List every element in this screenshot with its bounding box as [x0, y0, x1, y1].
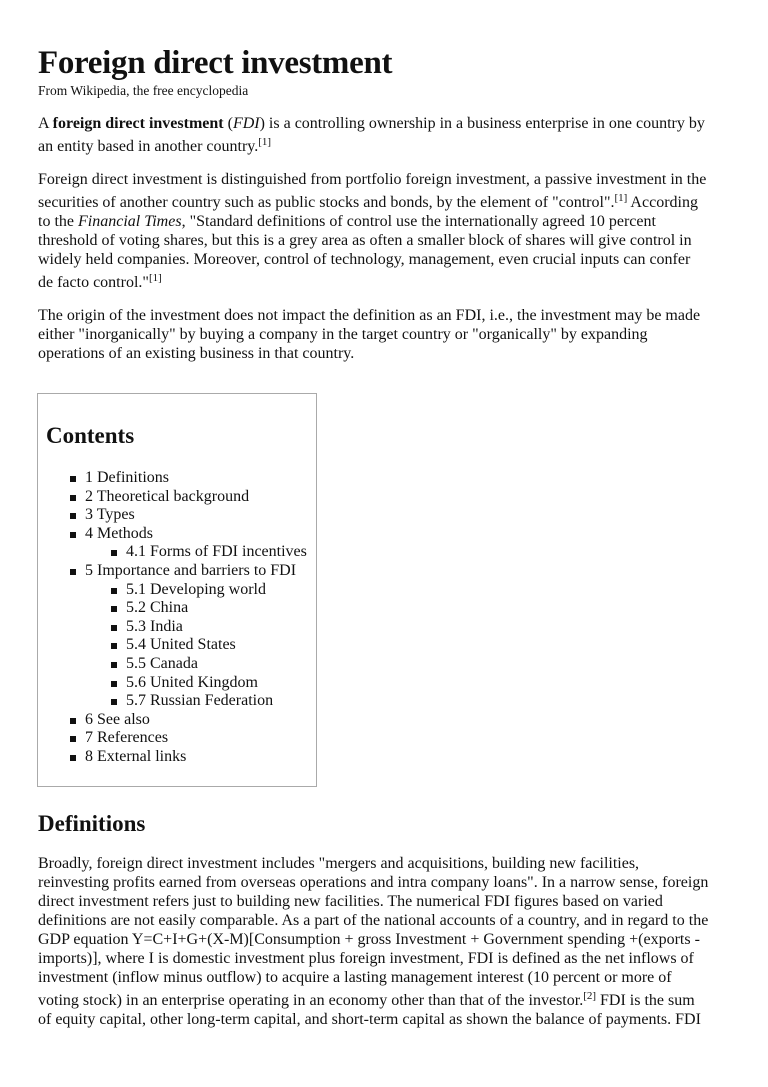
bullet-icon	[70, 476, 76, 482]
text-line	[38, 344, 738, 363]
text-run: FDI	[232, 115, 260, 132]
toc-item-label[interactable]: 4 Methods	[85, 524, 153, 542]
toc-item-label[interactable]: 2 Theoretical background	[85, 487, 250, 505]
toc-item[interactable]	[38, 655, 307, 674]
bullet-icon	[111, 681, 117, 687]
text-line	[38, 114, 738, 133]
bullet-icon	[111, 588, 117, 594]
toc-item-label[interactable]: 5.2 China	[126, 599, 189, 617]
text-line	[38, 949, 738, 968]
citation-link[interactable]: [2]	[583, 990, 597, 1002]
section-heading-definitions: Definitions	[38, 811, 146, 836]
paragraph	[38, 306, 738, 363]
bullet-icon	[70, 736, 76, 742]
toc-item[interactable]	[38, 506, 307, 525]
text-run: to the	[38, 213, 78, 230]
toc-list	[38, 469, 307, 767]
text-run: either "inorganically" by buying a company in the target country or "organically" by expanding	[38, 326, 648, 343]
toc-item[interactable]	[38, 618, 307, 637]
toc-item[interactable]	[38, 636, 307, 655]
bullet-icon	[70, 755, 76, 761]
section-definitions	[38, 810, 738, 1029]
toc-item[interactable]	[38, 674, 307, 693]
bullet-icon	[70, 495, 76, 501]
text-run: GDP equation Y=C+I+G+(X-M)[Consumption + gross Investment + Government spending +(exports -	[38, 931, 700, 948]
toc-item[interactable]	[38, 692, 307, 711]
definitions-paragraph	[38, 854, 738, 1029]
page-title: Foreign direct investment	[38, 45, 393, 81]
toc-item-label[interactable]: 5.5 Canada	[126, 654, 198, 672]
toc-item[interactable]	[38, 543, 307, 562]
text-line	[38, 873, 738, 892]
text-run: direct investment refers just to building new facilities. The numerical FDI figures based on varied	[38, 893, 663, 910]
article-header	[38, 44, 738, 363]
citation-link[interactable]: [1]	[148, 272, 162, 284]
toc-item[interactable]	[38, 729, 307, 748]
text-line	[38, 968, 738, 987]
text-run: FDI is the sum	[596, 992, 695, 1009]
text-run: The origin of the investment does not impact the definition as an FDI, i.e., the investment may be made	[38, 307, 701, 324]
text-run: securities of another country such as public stocks and bonds, by the element of "control".	[38, 194, 615, 211]
bullet-icon	[111, 662, 117, 668]
text-line	[38, 854, 738, 873]
bullet-icon	[111, 699, 117, 705]
bullet-icon	[111, 625, 117, 631]
text-run: an entity based in another country.	[38, 138, 259, 155]
bullet-icon	[70, 513, 76, 519]
paragraph	[38, 170, 738, 292]
text-run: investment (inflow minus outflow) to acquire a lasting management interest (10 percent or more of	[38, 969, 672, 986]
text-line	[38, 1010, 738, 1029]
toc-item[interactable]	[38, 581, 307, 600]
text-line	[38, 892, 738, 911]
toc-item-label[interactable]: 6 See also	[85, 710, 150, 728]
bullet-icon	[70, 718, 76, 724]
text-run: imports)], where I is domestic investment plus foreign investment, FDI is defined as the net inflows of	[38, 950, 694, 967]
text-run: , "Standard definitions of control use the internationally agreed 10 percent	[181, 213, 656, 230]
bullet-icon	[70, 532, 76, 538]
text-line	[38, 930, 738, 949]
text-run: threshold of voting shares, but this is a grey area as often a smaller block of shares will give control in	[38, 232, 692, 249]
toc-item[interactable]	[38, 562, 307, 581]
toc-item-label[interactable]: 5.6 United Kingdom	[126, 673, 258, 691]
citation-link[interactable]: [1]	[614, 192, 628, 204]
text-line	[38, 212, 738, 231]
text-line	[38, 231, 738, 250]
toc-heading: Contents	[46, 423, 135, 448]
toc-item-label[interactable]: 5.4 United States	[126, 636, 236, 654]
toc-item-label[interactable]: 5.7 Russian Federation	[126, 692, 274, 710]
toc-item[interactable]	[38, 488, 307, 507]
text-run: widely held companies. Moreover, control of technology, management, even crucial inputs can confer	[38, 251, 691, 268]
bullet-icon	[111, 606, 117, 612]
toc-item[interactable]	[38, 711, 307, 730]
text-line	[38, 170, 738, 189]
text-line	[38, 133, 738, 156]
text-run: Foreign direct investment is distinguished from portfolio foreign investment, a passive investment in the	[38, 171, 707, 188]
toc-item-label[interactable]: 8 External links	[85, 747, 187, 765]
text-run: voting stock) in an enterprise operating in an economy other than that of the investor.	[38, 992, 584, 1009]
text-run: Financial Times	[78, 213, 182, 230]
text-run: ) is a controlling ownership in a business enterprise in one country by	[259, 115, 705, 132]
toc-item-label[interactable]: 5.1 Developing world	[126, 580, 266, 598]
article-intro	[38, 114, 738, 363]
text-run: Broadly, foreign direct investment includes "mergers and acquisitions, building new facilities,	[38, 855, 640, 872]
toc-item-label[interactable]: 7 References	[85, 729, 169, 747]
text-run: According	[627, 194, 698, 211]
text-line	[38, 250, 738, 269]
text-run: reinvesting profits earned from overseas operations and intra company loans". In a narrow sense, foreign	[38, 874, 709, 891]
toc-item-label[interactable]: 1 Definitions	[85, 469, 169, 486]
text-line	[38, 987, 738, 1010]
table-of-contents	[37, 393, 317, 787]
toc-item-label[interactable]: 5 Importance and barriers to FDI	[85, 561, 297, 579]
text-run: de facto control."	[38, 274, 149, 291]
toc-item[interactable]	[38, 469, 307, 488]
text-line	[38, 306, 738, 325]
text-line	[38, 911, 738, 930]
text-run: A	[38, 115, 53, 132]
article-subtitle: From Wikipedia, the free encyclopedia	[38, 83, 249, 98]
paragraph	[38, 114, 738, 156]
text-line	[38, 269, 738, 292]
toc-item[interactable]	[38, 525, 307, 544]
bullet-icon	[111, 550, 117, 556]
toc-item-label[interactable]: 5.3 India	[126, 617, 183, 635]
bullet-icon	[111, 643, 117, 649]
toc-item-label[interactable]: 4.1 Forms of FDI incentives	[126, 543, 307, 561]
text-run: (	[223, 115, 233, 132]
toc-item[interactable]	[38, 748, 307, 767]
citation-link[interactable]: [1]	[258, 136, 272, 148]
bullet-icon	[70, 569, 76, 575]
text-line	[38, 189, 738, 212]
toc-item-label[interactable]: 3 Types	[85, 506, 135, 524]
text-run: definitions are not easily comparable. As a part of the national accounts of a country, and in regard to the	[38, 912, 709, 929]
text-run: operations of an existing business in that country.	[38, 345, 355, 362]
toc-item[interactable]	[38, 599, 307, 618]
text-run: foreign direct investment	[52, 115, 224, 132]
text-run: of equity capital, other long-term capital, and short-term capital as shown the balance of payments. FDI	[38, 1011, 701, 1028]
text-line	[38, 325, 738, 344]
